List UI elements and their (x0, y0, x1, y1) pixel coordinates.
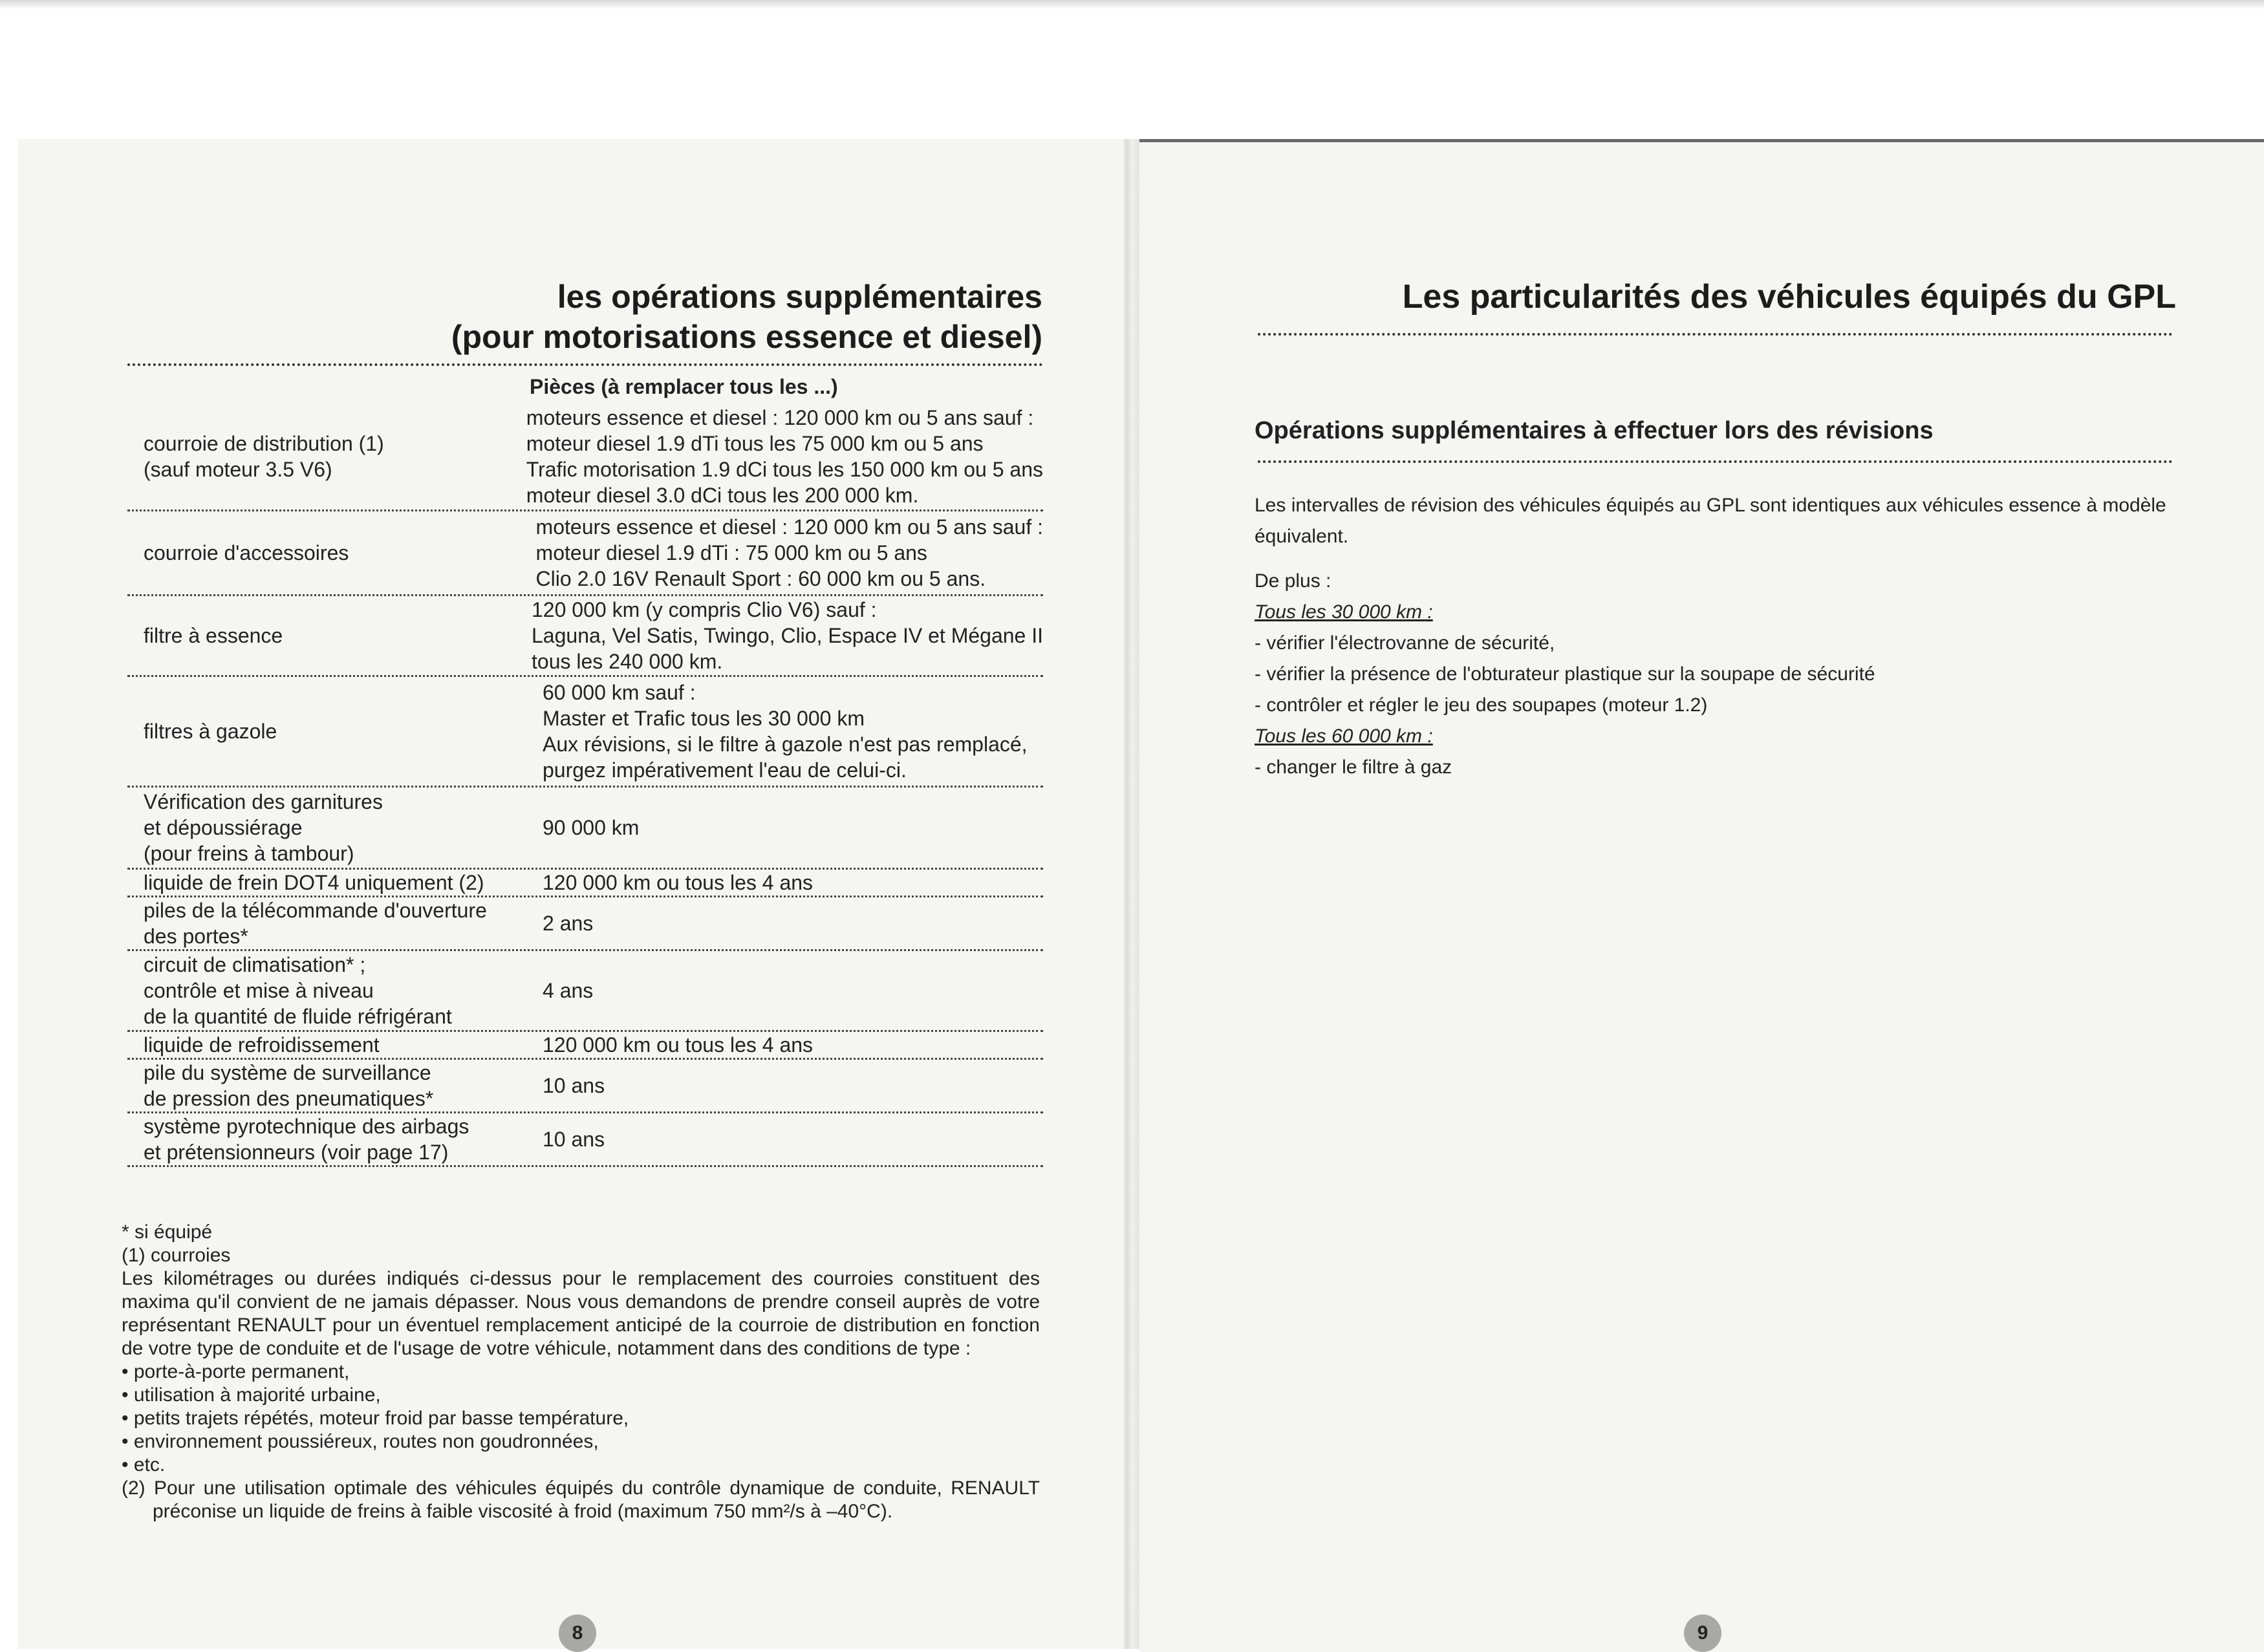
part-cell (127, 951, 530, 1030)
part-line: filtre à essence (144, 624, 283, 647)
part-line: liquide de refroidissement (144, 1033, 380, 1057)
list-item: - vérifier la présence de l'obturateur plastique sur la soupape de sécurité (1255, 663, 1875, 685)
list-item: • utilisation à majorité urbaine, (122, 1384, 1040, 1407)
interval-cell (530, 1060, 1043, 1111)
group-1-title: Tous les 30 000 km : (1255, 601, 1433, 623)
interval-cell (513, 403, 1043, 510)
list-item: • porte-à-porte permanent, (122, 1360, 1040, 1384)
interval-line: tous les 240 000 km. (532, 650, 723, 673)
interval-line: 10 ans (543, 1074, 605, 1097)
part-cell (127, 788, 530, 868)
part-cell (127, 870, 530, 896)
part-line: liquide de frein DOT4 uniquement (2) (144, 871, 484, 894)
table-row (127, 677, 1043, 788)
interval-line: Clio 2.0 16V Renault Sport : 60 000 km ou 5 ans. (535, 567, 986, 590)
interval-line: 120 000 km ou tous les 4 ans (543, 1033, 814, 1057)
part-line: et prétensionneurs (voir page 17) (144, 1141, 449, 1164)
list-item: - contrôler et régler le jeu des soupapes (moteur 1.2) (1255, 694, 1708, 716)
interval-cell (530, 788, 1043, 868)
note-bullets (122, 1360, 1040, 1477)
title-line-1: les opérations supplémentaires (557, 279, 1042, 315)
part-cell (127, 511, 523, 594)
list-item: • petits trajets répétés, moteur froid par basse température, (122, 1407, 1040, 1430)
table-row (127, 1113, 1043, 1167)
list-item: - vérifier l'électrovanne de sécurité, (1255, 632, 1555, 654)
left-page-title (116, 277, 1042, 357)
page-fold (1127, 139, 1139, 1649)
table-row (127, 897, 1043, 951)
interval-line: 120 000 km (y compris Clio V6) sauf : (532, 598, 877, 621)
note-two: (2) Pour une utilisation optimale des véhicules équipés du contrôle dynamique de conduite, RENAULT préconise un liquide de freins à faible viscosité à froid (maximum 750 mm²/s à –40°C). (122, 1477, 1040, 1522)
part-line: contrôle et mise à niveau (144, 979, 374, 1002)
part-cell (127, 677, 530, 786)
note-one: (1) courroies (122, 1245, 231, 1266)
interval-cell (530, 897, 1043, 949)
interval-line: 4 ans (543, 979, 594, 1002)
part-cell (127, 1113, 530, 1165)
table-row (127, 511, 1043, 596)
table-row (127, 596, 1043, 677)
part-line: et dépoussiérage (144, 816, 303, 839)
interval-line: Laguna, Vel Satis, Twingo, Clio, Espace IV et Mégane II (532, 624, 1043, 647)
list-item: • environnement poussiéreux, routes non goudronnées, (122, 1430, 1040, 1454)
part-line: de la quantité de fluide réfrigérant (144, 1005, 452, 1028)
part-line: de pression des pneumatiques* (144, 1087, 434, 1110)
interval-cell (523, 511, 1043, 594)
title-underline (127, 363, 1043, 366)
interval-line: 90 000 km (543, 816, 640, 839)
footnotes (122, 1221, 1040, 1523)
part-line: circuit de climatisation* ; (144, 953, 366, 976)
table-header: Pièces (à remplacer tous les ...) (530, 375, 838, 398)
table-row (127, 1032, 1043, 1060)
maintenance-table (127, 370, 1043, 1167)
list-item: - changer le filtre à gaz (1255, 756, 1452, 778)
interval-line: Trafic motorisation 1.9 dCi tous les 150 000 km ou 5 ans (526, 458, 1043, 481)
top-edge (0, 0, 2264, 9)
part-cell (127, 1032, 530, 1058)
note-star: * si équipé (122, 1221, 213, 1243)
subtitle-underline (1258, 460, 2173, 463)
page-number-left: 8 (559, 1614, 596, 1652)
interval-cell (530, 951, 1043, 1030)
interval-line: moteur diesel 3.0 dCi tous les 200 000 km. (526, 484, 919, 507)
interval-line: 10 ans (543, 1128, 605, 1151)
list-item: • etc. (122, 1454, 1040, 1477)
right-body (1255, 566, 2173, 783)
right-page (1139, 139, 2264, 1652)
interval-line: moteur diesel 1.9 dTi : 75 000 km ou 5 ans (535, 541, 927, 564)
right-title-underline (1258, 333, 2173, 336)
de-plus: De plus : (1255, 570, 1331, 592)
right-subtitle: Opérations supplémentaires à effectuer lors des révisions (1255, 417, 1934, 444)
table-row (127, 788, 1043, 870)
interval-line: 60 000 km sauf : (543, 681, 696, 704)
part-line: pile du système de surveillance (144, 1061, 431, 1084)
interval-cell (530, 870, 1043, 896)
part-line: courroie d'accessoires (144, 541, 349, 564)
part-cell (127, 596, 519, 675)
interval-line: moteurs essence et diesel : 120 000 km ou 5 ans sauf : (535, 515, 1043, 539)
part-line: piles de la télécommande d'ouverture (144, 899, 487, 922)
interval-line: moteur diesel 1.9 dTi tous les 75 000 km ou 5 ans (526, 432, 984, 455)
page-number-right: 9 (1684, 1614, 1721, 1652)
table-row (127, 1060, 1043, 1113)
part-line: des portes* (144, 925, 248, 948)
part-cell (127, 897, 530, 949)
interval-cell (519, 596, 1043, 675)
note-paragraph: Les kilométrages ou durées indiqués ci-dessus pour le remplacement des courroies constituent des maxima qu'il convient de ne jamais dépasser. Nous vous demandons de prendre conseil auprès de votre représentant RENAULT pour un éventuel remplacement anticipé de la courroie de distribution en fonction de votre type de conduite et de l'usage de votre véhicule, notamment dans des conditions de type : (122, 1268, 1040, 1359)
table-row (127, 951, 1043, 1032)
table-body (127, 403, 1043, 1167)
interval-line: Aux révisions, si le filtre à gazole n'est pas remplacé, (543, 733, 1028, 756)
table-row (127, 403, 1043, 511)
part-line: courroie de distribution (1) (144, 432, 384, 455)
interval-line: 120 000 km ou tous les 4 ans (543, 871, 814, 894)
interval-line: moteurs essence et diesel : 120 000 km ou 5 ans sauf : (526, 406, 1034, 429)
part-line: filtres à gazole (144, 720, 277, 743)
interval-cell (530, 677, 1043, 786)
interval-cell (530, 1113, 1043, 1165)
part-cell (127, 1060, 530, 1111)
part-line: système pyrotechnique des airbags (144, 1115, 469, 1138)
interval-cell (530, 1032, 1043, 1058)
part-line: (pour freins à tambour) (144, 842, 354, 865)
right-intro: Les intervalles de révision des véhicules équipés au GPL sont identiques aux véhicules essence à modèle équivalent. (1255, 495, 2166, 547)
interval-line: 2 ans (543, 912, 594, 935)
table-row (127, 870, 1043, 897)
part-cell (127, 403, 513, 510)
part-line: (sauf moteur 3.5 V6) (144, 458, 332, 481)
group-2-title: Tous les 60 000 km : (1255, 725, 1433, 747)
interval-line: Master et Trafic tous les 30 000 km (543, 707, 865, 730)
right-page-title: Les particularités des véhicules équipés du GPL (1402, 278, 2176, 316)
part-line: Vérification des garnitures (144, 790, 383, 813)
title-line-2: (pour motorisations essence et diesel) (451, 319, 1042, 355)
interval-line: purgez impérativement l'eau de celui-ci. (543, 758, 907, 782)
